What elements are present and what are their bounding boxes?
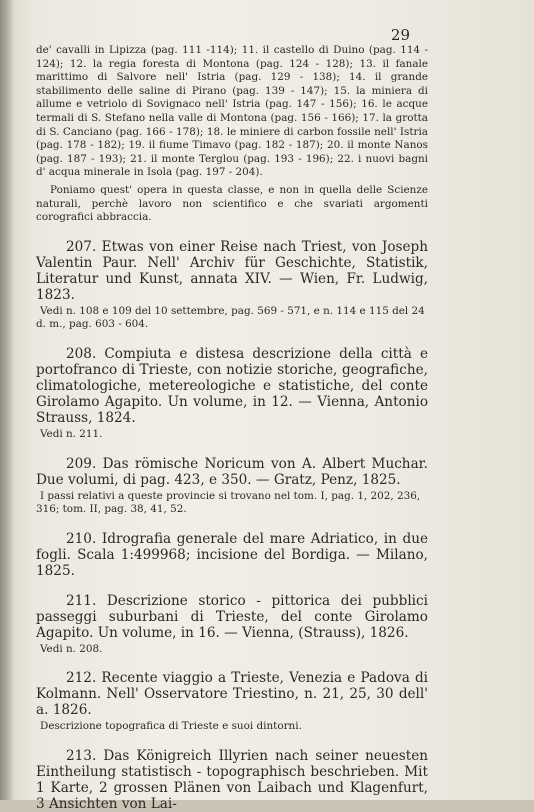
entry-text: 208. Compiuta e distesa descrizione della città e portofranco di Trieste, con notizie storiche, geografiche, climatologiche, metereologiche e statistiche, del conte Girolamo Agapito. Un volume, in 12. — Vienna, Antonio Strauss, 1824. xyxy=(36,345,428,426)
entry-text: 211. Descrizione storico - pittorica dei pubblici passeggi suburbani di Trieste, del conte Girolamo Agapito. Un volume, in 16. — Vienna, (Strauss), 1826. xyxy=(36,592,428,641)
entry-note: Descrizione topografica di Trieste e suoi dintorni. xyxy=(40,720,302,733)
entry-text: 209. Das römische Noricum von A. Albert Muchar. Due volumi, di pag. 423, e 350. — Gratz, Penz, 1825. xyxy=(36,455,428,488)
entry-212 xyxy=(36,670,428,734)
page-gutter xyxy=(0,0,14,800)
entry-note: Vedi n. 208. xyxy=(40,642,103,655)
entry-213 xyxy=(36,748,428,812)
entry-210 xyxy=(36,531,428,579)
text-column xyxy=(36,44,428,812)
entry-note: Vedi n. 211. xyxy=(40,427,103,440)
page-number: 29 xyxy=(390,26,410,44)
entry-209 xyxy=(36,456,428,517)
entry-211 xyxy=(36,593,428,657)
entry-text: 207. Etwas von einer Reise nach Triest, von Joseph Valentin Paur. Nell' Archiv für Geschichte, Statistik, Literatur und Kunst, annata XIV. — Wien, Fr. Ludwig, 1823. xyxy=(36,238,428,303)
entry-note: I passi relativi a queste provincie si trovano nel tom. I, pag. 1, 202, 236, 316; tom. II, pag. 38, 41, 52. xyxy=(36,489,421,516)
entry-207 xyxy=(36,239,428,332)
entry-text: 210. Idrografia generale del mare Adriatico, in due fogli. Scala 1:499968; incisione del Bordiga. — Milano, 1825. xyxy=(36,530,428,579)
intro-note: Poniamo quest' opera in questa classe, e non in quella delle Scienze naturali, perchè lavoro non scientifico e che svariati argomenti corografici abbraccia. xyxy=(36,183,428,224)
entry-text: 213. Das Königreich Illyrien nach seiner neuesten Eintheilung statistisch - topographisch beschrieben. Mit 1 Karte, 2 grossen Plänen von Laibach und Klagenfurt, 3 Ansichten von Lai- xyxy=(36,747,428,812)
entry-208 xyxy=(36,346,428,442)
entry-text: 212. Recente viaggio a Trieste, Venezia e Padova di Kolmann. Nell' Osservatore Triestino, n. 21, 25, 30 dell' a. 1826. xyxy=(36,670,428,719)
entry-note: Vedi n. 108 e 109 del 10 settembre, pag. 569 - 571, e n. 114 e 115 del 24 d. m., pag. 603 - 604. xyxy=(36,304,425,331)
intro-list: de' cavalli in Lipizza (pag. 111 -114); 11. il castello di Duino (pag. 114 - 124); 12. la regia foresta di Montona (pag. 124 - 128); 13. il fanale marittimo di Salvore nell' Istria (pag. 129 - 138); 14. il grande stabilimento delle saline di Pirano (pag. 139 - 147); 15. la miniera di allume e vetriolo di Sovignaco nell' Istria (pag. 147 - 156); 16. le acque termali di S. Stefano nella valle di Montona (pag. 156 - 166); 17. la grotta di S. Canciano (pag. 166 - 178); 18. le miniere di carbon fossile nell' Istria (pag. 178 - 182); 19. il fiume Timavo (pag. 182 - 187); 20. il monte Nanos (pag. 187 - 193); 21. il monte Terglou (pag. 193 - 196); 22. i nuovi bagni d' acqua minerale in Isola (pag. 197 - 204). xyxy=(36,44,428,179)
